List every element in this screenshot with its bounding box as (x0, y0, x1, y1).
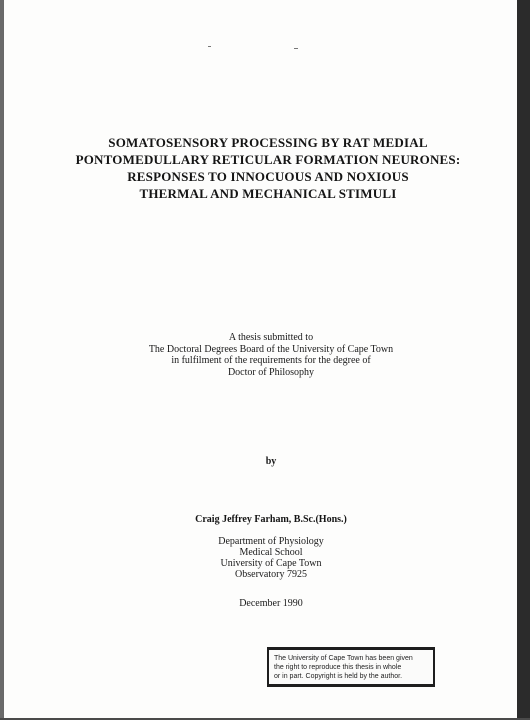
address-line: Observatory 7925 (235, 569, 307, 580)
stamp-line: the right to reproduce this thesis in whole (274, 664, 402, 671)
scan-speck (294, 48, 298, 49)
submission-line: in fulfilment of the requirements for the degree of (171, 355, 371, 366)
submission-line: A thesis submitted to (228, 332, 314, 343)
title-line: PONTOMEDULLARY RETICULAR FORMATION NEURONES: (75, 152, 461, 167)
address-line: Department of Physiology (218, 536, 324, 547)
viewer-background-right (517, 0, 530, 720)
title-line: SOMATOSENSORY PROCESSING BY RAT MEDIAL (108, 135, 428, 150)
address-line: University of Cape Town (220, 558, 322, 569)
submission-date: December 1990 (239, 598, 303, 609)
submission-line: Doctor of Philosophy (227, 366, 315, 378)
document-page (4, 0, 517, 718)
by-line: by (265, 456, 277, 467)
thesis-title (34, 134, 502, 202)
submission-statement (34, 332, 508, 378)
submission-line: The Doctoral Degrees Board of the University of Cape Town (148, 343, 394, 355)
title-line: THERMAL AND MECHANICAL STIMULI (139, 186, 397, 201)
stamp-line: The University of Cape Town has been given (274, 655, 413, 662)
stamp-line: or in part. Copyright is held by the author. (274, 673, 403, 680)
copyright-stamp (267, 647, 435, 687)
title-line: RESPONSES TO INNOCUOUS AND NOXIOUS (127, 169, 409, 184)
department-address (34, 536, 508, 580)
scan-speck (208, 46, 211, 47)
address-line: Medical School (239, 547, 303, 558)
author-name: Craig Jeffrey Farham, B.Sc.(Hons.) (195, 514, 347, 525)
